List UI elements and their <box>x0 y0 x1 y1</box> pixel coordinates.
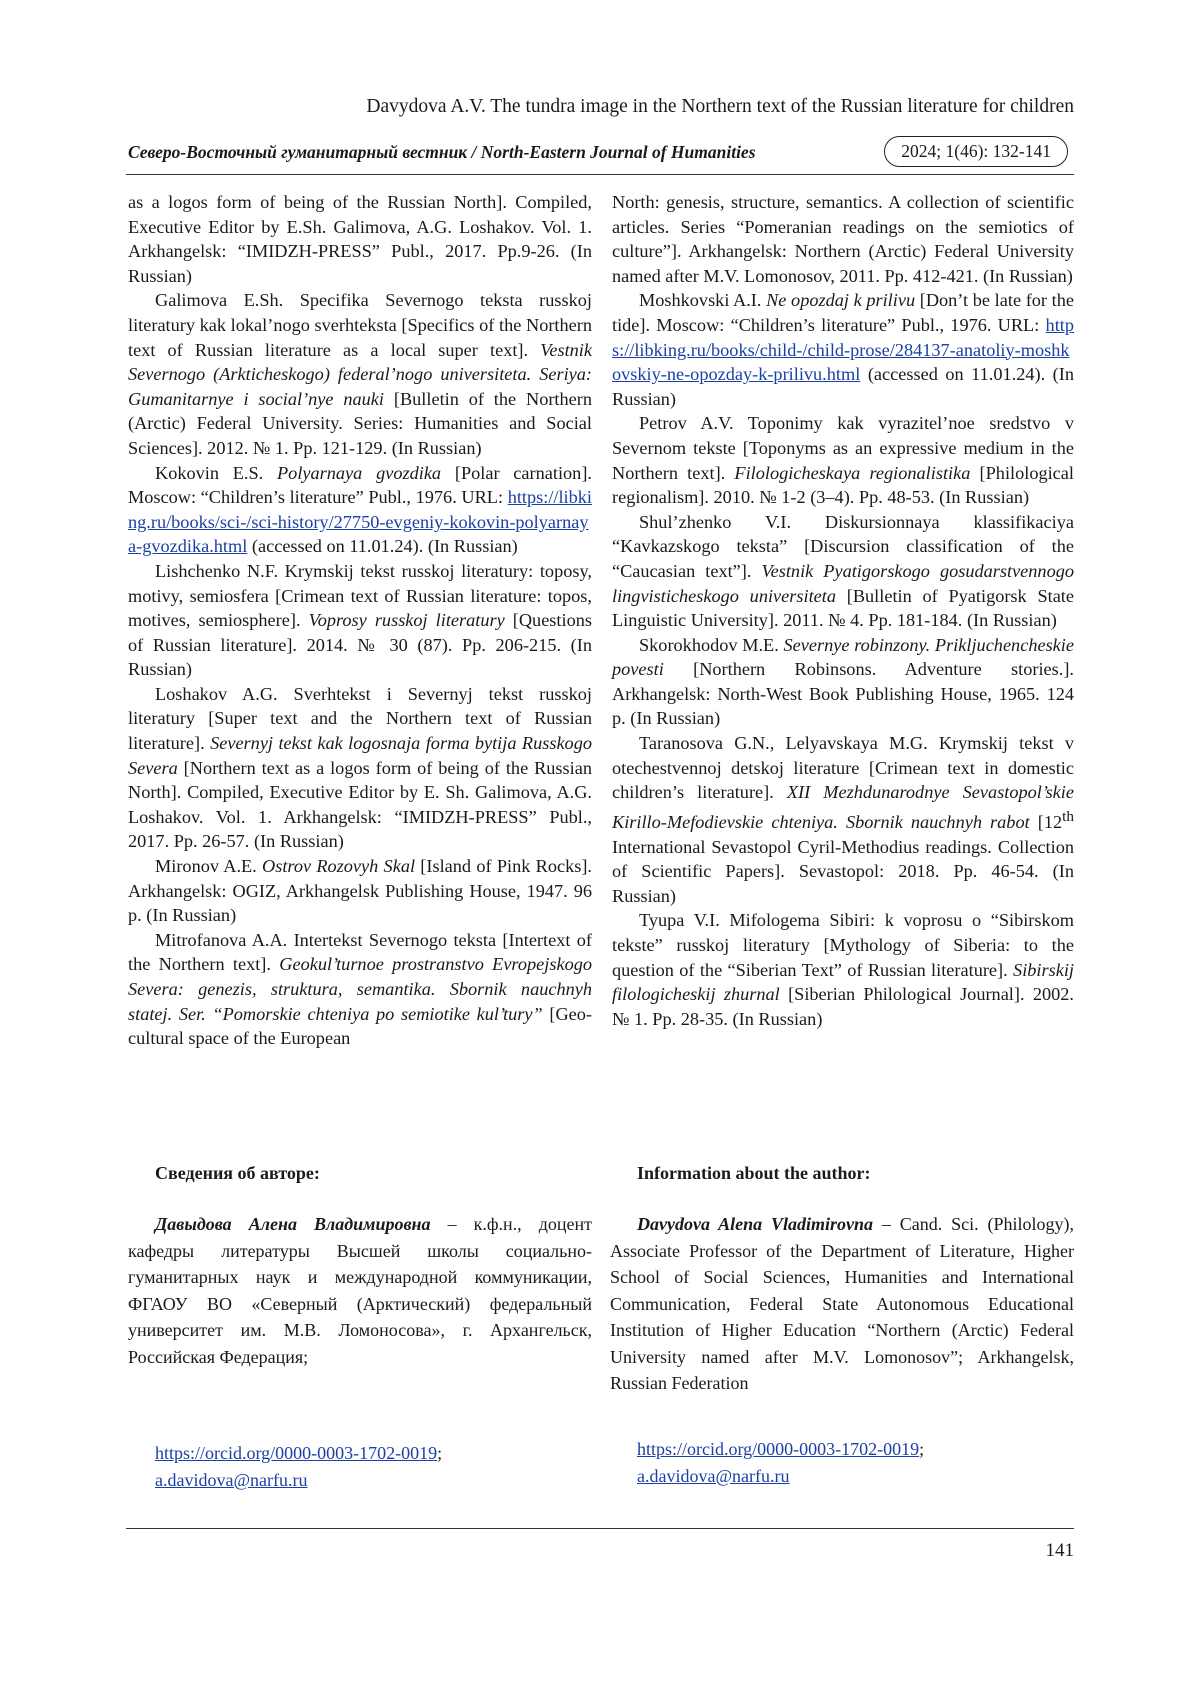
author-info-heading-en: Information about the author: <box>637 1163 871 1183</box>
issue-badge: 2024; 1(46): 132-141 <box>884 136 1068 167</box>
reference-item: Moshkovski A.I. Ne opozdaj k prilivu [Don’t be late for the tide]. Moscow: “Children’s literature” Publ., 1976. URL: https://libking.ru/books/child-/child-prose/284137-anatoliy-moshkovskiy-ne-opozday-k-prilivu.html (accessed on 11.01.24). (In Russian) <box>612 290 1074 409</box>
running-title: Davydova A.V. The tundra image in the Northern text of the Russian literature for children <box>366 96 1074 117</box>
author-info-ru: Давыдова Алена Владимировна – к.ф.н., доцент кафедры литературы Высшей школы социально-гуманитарных наук и международной коммуникации, ФГАОУ ВО «Северный (Арктический) федеральный университет им. М.В. Ломоносова», г. Архангельск, Российская Федерация; <box>128 1214 592 1367</box>
reference-continuation: as a logos form of being of the Russian North]. Compiled, Executive Editor by E.Sh. Galimova, A.G. Loshakov. Vol. 1. Arkhangelsk: “IMIDZH-PRESS” Publ., 2017. Pp.9-26. (In Russian) <box>128 192 592 286</box>
page-number: 141 <box>1045 1540 1074 1561</box>
email-link[interactable]: a.davidova@narfu.ru <box>637 1465 790 1486</box>
reference-item: Taranosova G.N., Lelyavskaya M.G. Krymskij tekst v otechestvennoj detskoj literature [Crimean text in domestic children’s literature]. XII Mezhdunarodnye Sevastopol’skie Kirillo-Mefodievskie chteniya. Sbornik nauchnyh rabot [12th International Sevastopol Cyril-Methodius readings. Collection of Scientific Papers]. Sevastopol: 2018. Pp. 46-54. (In Russian) <box>612 733 1074 906</box>
journal-name: Северо-Восточный гуманитарный вестник / North-Eastern Journal of Humanities <box>128 142 756 162</box>
reference-item: Shul’zhenko V.I. Diskursionnaya klassifikaciya “Kavkazskogo teksta” [Discursion classification of the “Caucasian text”]. Vestnik Pyatigorskogo gosudarstvennogo lingvisticheskogo universiteta [Bulletin of Pyatigorsk State Linguistic University]. 2011. № 4. Pp. 181-184. (In Russian) <box>612 511 1074 631</box>
author-info-heading-ru: Сведения об авторе: <box>155 1163 320 1183</box>
author-name-en: Davydova Alena Vladimirovna <box>637 1214 874 1234</box>
header-rule <box>126 174 1074 175</box>
orcid-link[interactable]: https://orcid.org/0000-0003-1702-0019 <box>637 1439 920 1459</box>
orcid-link[interactable]: https://orcid.org/0000-0003-1702-0019 <box>155 1443 438 1463</box>
author-info-en: Davydova Alena Vladimirovna – Cand. Sci. (Philology), Associate Professor of the Department of Literature, Higher School of Social Sciences, Humanities and International Communication, Federal State Autonomous Educational Institution of Higher Education “Northern (Arctic) Federal University named after M.V. Lomonosov”; Arkhangelsk, Russian Federation <box>610 1214 1074 1393</box>
author-contacts-ru: https://orcid.org/0000-0003-1702-0019; a.davidova@narfu.ru <box>155 1443 443 1490</box>
reference-item: Kokovin E.S. Polyarnaya gvozdika [Polar carnation]. Moscow: “Children’s literature” Publ., 1976. URL: https://libking.ru/books/sci-/sci-history/27750-evgeniy-kokovin-polyarnaya-gvozdika.html (accessed on 11.01.24). (In Russian) <box>128 462 592 557</box>
author-name-ru: Давыдова Алена Владимировна <box>155 1214 431 1234</box>
reference-item: Galimova E.Sh. Specifika Severnogo teksta russkoj literatury kak lokal’nogo sverhteksta [Specifics of the Northern text of Russian literature as a local super text]. Vestnik Severnogo (Arkticheskogo) federal’nogo universiteta. Seriya: Gumanitarnye i social’nye nauki [Bulletin of the Northern (Arctic) Federal University. Series: Humanities and Social Sciences]. 2012. № 1. Pp. 121-129. (In Russian) <box>128 290 592 458</box>
author-contacts-en: https://orcid.org/0000-0003-1702-0019; a.davidova@narfu.ru <box>637 1439 925 1486</box>
journal-bar <box>128 136 1074 172</box>
footer-rule <box>126 1528 1074 1529</box>
reference-continuation: North: genesis, structure, semantics. A collection of scientific articles. Series “Pomeranian readings on the semiotics of culture”]. Arkhangelsk: Northern (Arctic) Federal University named after M.V. Lomonosov, 2011. Pp. 412-421. (In Russian) <box>612 192 1074 286</box>
references-right-column <box>612 190 1074 1031</box>
reference-link[interactable]: https://libking.ru/books/sci-/sci-history/27750-evgeniy-kokovin-polyarnaya-gvozdika.html <box>128 487 592 557</box>
reference-item: Mironov A.E. Ostrov Rozovyh Skal [Island of Pink Rocks]. Arkhangelsk: OGIZ, Arkhangelsk Publishing House, 1947. 96 p. (In Russian) <box>128 856 592 926</box>
reference-item: Loshakov A.G. Sverhtekst i Severnyj tekst russkoj literatury [Super text and the Northern text of Russian literature]. Severnyj tekst kak logosnaja forma bytija Russkogo Severa [Northern text as a logos form of being of the Russian North]. Compiled, Executive Editor by E. Sh. Galimova, A.G. Loshakov. Vol. 1. Arkhangelsk: “IMIDZH-PRESS” Publ., 2017. Pp. 26-57. (In Russian) <box>128 683 592 852</box>
reference-item: Skorokhodov M.E. Severnye robinzony. Prikljuchencheskie povesti [Northern Robinsons. Adventure stories.]. Arkhangelsk: North-West Book Publishing House, 1965. 124 p. (In Russian) <box>612 634 1074 729</box>
references-left-column <box>128 190 592 1051</box>
reference-link[interactable]: https://libking.ru/books/child-/child-prose/284137-anatoliy-moshkovskiy-ne-opozday-k-prilivu.html <box>612 314 1074 385</box>
email-link[interactable]: a.davidova@narfu.ru <box>155 1469 308 1490</box>
reference-item: Lishchenko N.F. Krymskij tekst russkoj literatury: toposy, motivy, semiosfera [Crimean text of Russian literature: topos, motives, semiosphere]. Voprosy russkoj literatury [Questions of Russian literature]. 2014. № 30 (87). Pp. 206-215. (In Russian) <box>128 560 592 680</box>
reference-item: Tyupa V.I. Mifologema Sibiri: k voprosu o “Sibirskom tekste” russkoj literatury [Mythology of Siberia: to the question of the “Siberian Text” of Russian literature]. Sibirskij filologicheskij zhurnal [Siberian Philological Journal]. 2002. № 1. Pp. 28-35. (In Russian) <box>612 910 1074 1029</box>
reference-item: Mitrofanova A.A. Intertekst Severnogo teksta [Intertext of the Northern text]. Geokul’turnoe prostranstvo Evropejskogo Severa: genezis, struktura, semantika. Sbornik nauchnyh statej. Ser. “Pomorskie chteniya po semiotike kul’tury” [Geo-cultural space of the European <box>128 929 593 1049</box>
reference-item: Petrov A.V. Toponimy kak vyrazitel’noe sredstvo v Severnom tekste [Toponyms as an expressive medium in the Northern text]. Filologicheskaya regionalistika [Philological regionalism]. 2010. № 1-2 (3–4). Pp. 48-53. (In Russian) <box>612 413 1074 508</box>
